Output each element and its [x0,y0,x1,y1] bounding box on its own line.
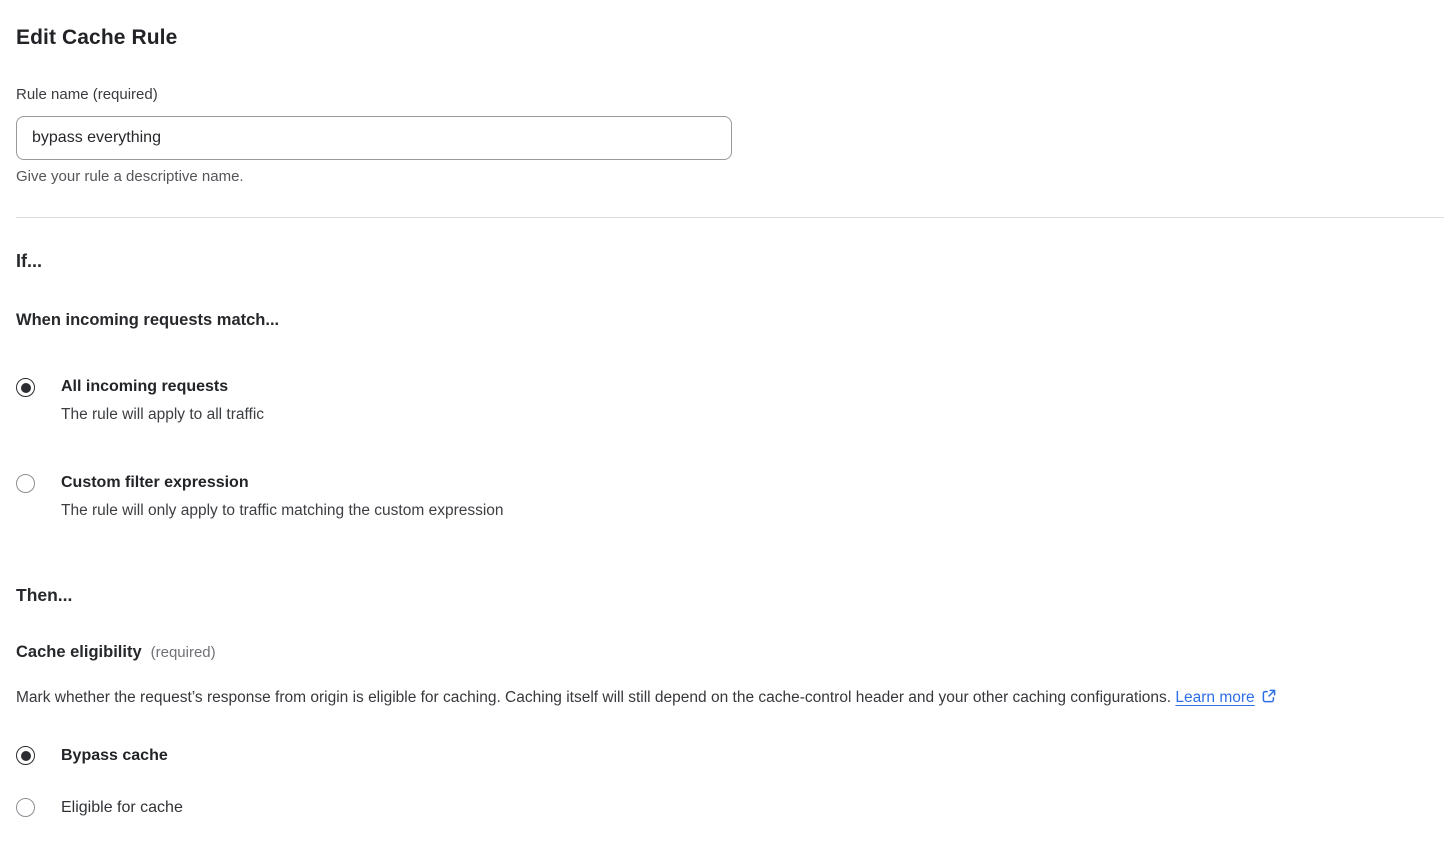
if-section-heading: If... [16,251,42,271]
incoming-requests-match-subheading: When incoming requests match... [16,311,280,329]
radio-option-label: Bypass cache [61,747,168,764]
radio-option-bypass-cache[interactable] [16,746,1444,765]
rule-name-field [16,86,1444,185]
cache-eligibility-label: Cache eligibility [16,643,142,661]
radio-option-label: Eligible for cache [61,799,183,816]
learn-more-label: Learn more [1175,689,1255,706]
radio-option-description: The rule will apply to all traffic [61,406,265,423]
radio-option-text [61,473,504,520]
radio-button-icon[interactable] [16,378,35,397]
rule-name-input[interactable] [16,116,732,160]
description-text: Mark whether the request’s response from origin is eligible for caching. Caching itself will still depend on the cache-control header and your other caching configurations. [16,689,1172,706]
rule-name-helper-text: Give your rule a descriptive name. [16,168,244,185]
page-title: Edit Cache Rule [16,26,178,49]
radio-option-text [61,377,264,424]
required-indicator: (required) [150,644,216,661]
external-link-icon [1261,685,1277,714]
radio-option-text [61,798,183,817]
radio-option-eligible-for-cache[interactable] [16,798,1444,817]
learn-more-link[interactable] [1175,689,1254,706]
section-divider [16,217,1444,218]
radio-option-custom-filter-expression[interactable] [16,473,1444,520]
radio-option-all-incoming-requests[interactable] [16,377,1444,424]
cache-eligibility-description [16,683,1412,714]
radio-button-icon[interactable] [16,474,35,493]
radio-option-label: Custom filter expression [61,474,249,491]
rule-name-label: Rule name (required) [16,86,158,103]
cache-eligibility-label-row [16,643,1444,662]
radio-option-text [61,746,168,765]
radio-option-description: The rule will only apply to traffic matching the custom expression [61,502,504,519]
radio-button-icon[interactable] [16,746,35,765]
then-section-heading: Then... [16,585,73,605]
radio-button-icon[interactable] [16,798,35,817]
radio-option-label: All incoming requests [61,378,229,395]
